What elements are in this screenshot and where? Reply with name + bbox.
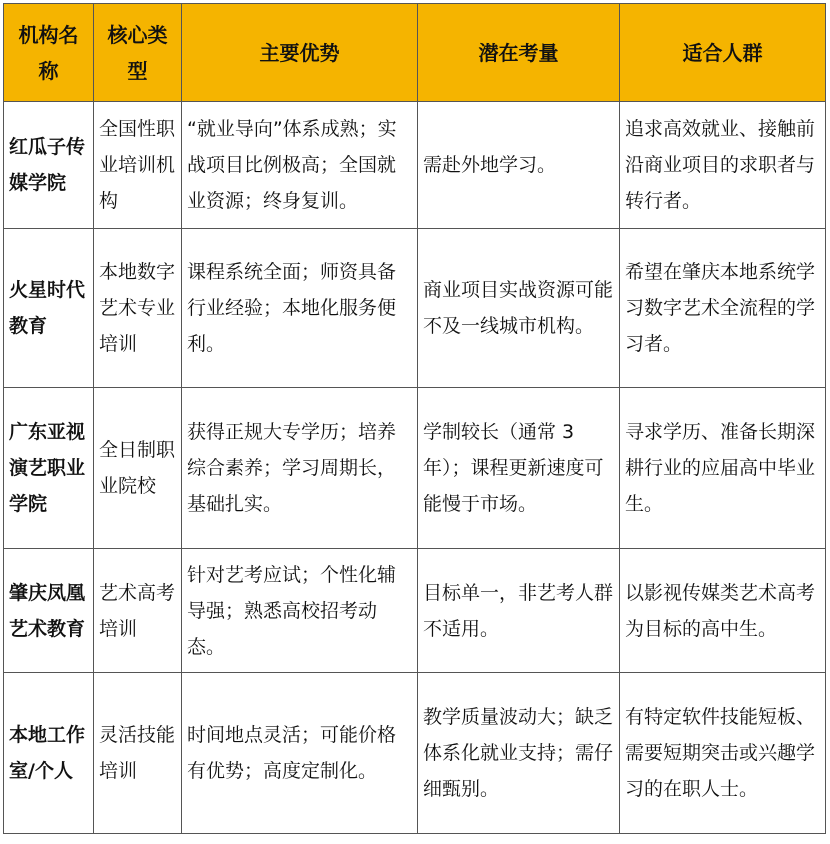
cell-concern: 学制较长（通常 3 年）；课程更新速度可能慢于市场。 <box>418 388 620 549</box>
header-type: 核心类型 <box>94 4 182 102</box>
header-row <box>4 4 826 102</box>
cell-type: 艺术高考培训 <box>94 549 182 673</box>
cell-concern: 需赴外地学习。 <box>418 102 620 229</box>
cell-concern: 目标单一，非艺考人群不适用。 <box>418 549 620 673</box>
cell-advantage: 课程系统全面；师资具备行业经验；本地化服务便利。 <box>182 229 418 388</box>
cell-advantage: 时间地点灵活；可能价格有优势；高度定制化。 <box>182 673 418 834</box>
header-audience: 适合人群 <box>620 4 826 102</box>
cell-advantage: 针对艺考应试；个性化辅导强；熟悉高校招考动态。 <box>182 549 418 673</box>
cell-name: 红瓜子传媒学院 <box>4 102 94 229</box>
cell-advantage: 获得正规大专学历；培养综合素养；学习周期长，基础扎实。 <box>182 388 418 549</box>
cell-audience: 有特定软件技能短板、需要短期突击或兴趣学习的在职人士。 <box>620 673 826 834</box>
cell-advantage: “就业导向”体系成熟；实战项目比例极高；全国就业资源；终身复训。 <box>182 102 418 229</box>
cell-name: 火星时代教育 <box>4 229 94 388</box>
cell-concern: 商业项目实战资源可能不及一线城市机构。 <box>418 229 620 388</box>
header-concern: 潜在考量 <box>418 4 620 102</box>
cell-type: 全国性职业培训机构 <box>94 102 182 229</box>
cell-audience: 追求高效就业、接触前沿商业项目的求职者与转行者。 <box>620 102 826 229</box>
cell-name: 肇庆凤凰艺术教育 <box>4 549 94 673</box>
header-advantage: 主要优势 <box>182 4 418 102</box>
table-row <box>4 673 826 834</box>
comparison-table <box>3 3 826 834</box>
cell-type: 本地数字艺术专业培训 <box>94 229 182 388</box>
cell-type: 全日制职业院校 <box>94 388 182 549</box>
cell-name: 广东亚视演艺职业学院 <box>4 388 94 549</box>
table-row <box>4 549 826 673</box>
header-name: 机构名称 <box>4 4 94 102</box>
cell-name: 本地工作室/个人 <box>4 673 94 834</box>
cell-audience: 寻求学历、准备长期深耕行业的应届高中毕业生。 <box>620 388 826 549</box>
table-row <box>4 229 826 388</box>
cell-audience: 以影视传媒类艺术高考为目标的高中生。 <box>620 549 826 673</box>
table-row <box>4 102 826 229</box>
cell-audience: 希望在肇庆本地系统学习数字艺术全流程的学习者。 <box>620 229 826 388</box>
table-row <box>4 388 826 549</box>
cell-concern: 教学质量波动大；缺乏体系化就业支持；需仔细甄别。 <box>418 673 620 834</box>
cell-type: 灵活技能培训 <box>94 673 182 834</box>
